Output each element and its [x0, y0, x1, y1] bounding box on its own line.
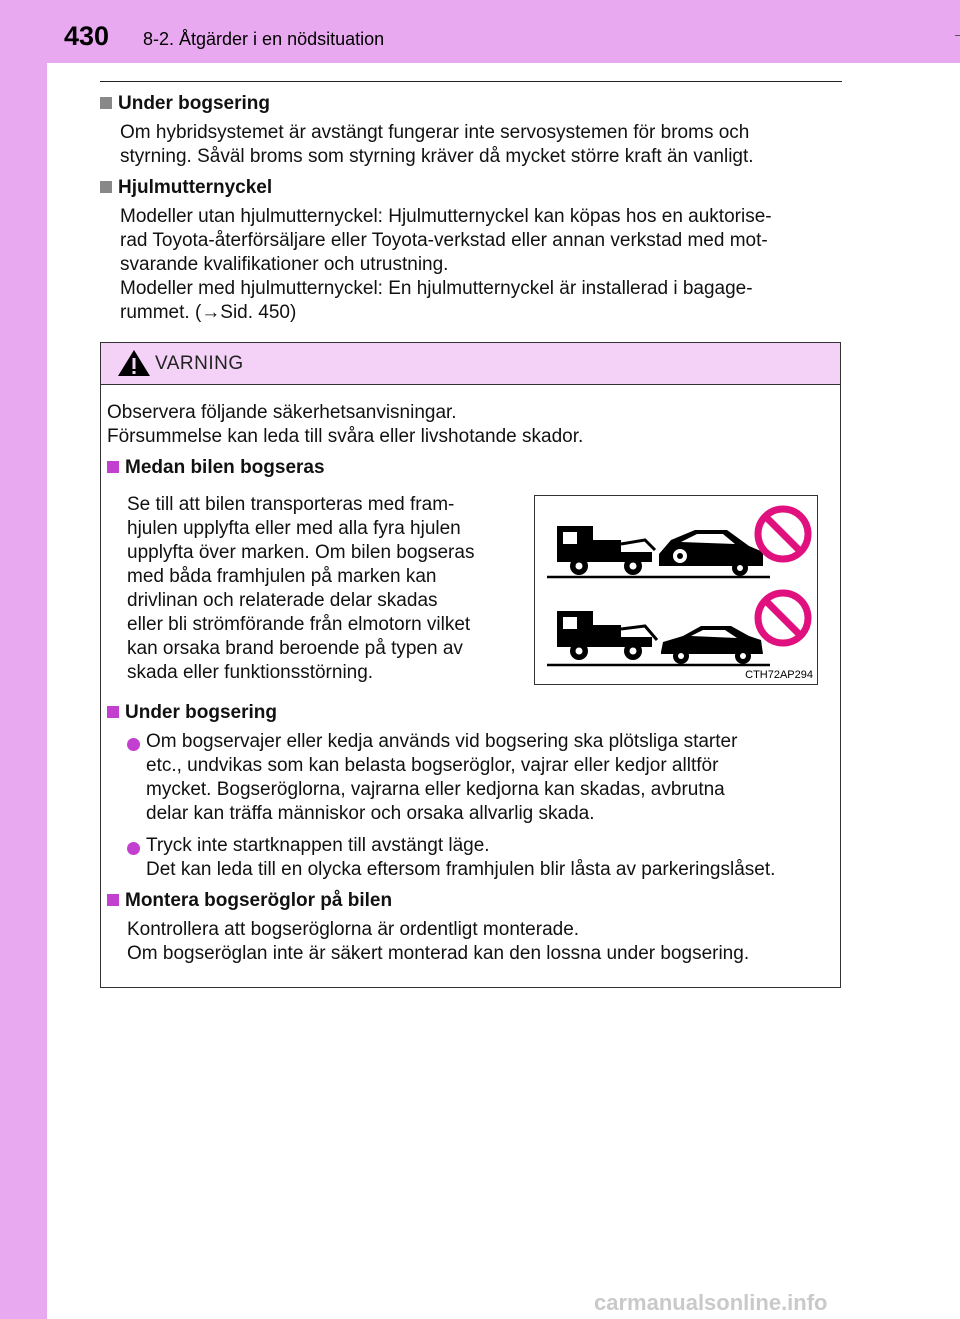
watermark: carmanualsonline.info	[594, 1290, 828, 1315]
heading-under-bogsering: Under bogsering	[100, 93, 270, 115]
square-bullet-icon	[107, 706, 119, 718]
figure-caption: CTH72AP294	[745, 669, 813, 681]
text-line: Tryck inte startknappen till avstängt läge.	[146, 835, 490, 856]
text-line: Modeller med hjulmutternyckel: En hjulmutternyckel är installerad i bagage-	[120, 278, 753, 299]
paragraph-under-bogsering	[120, 121, 836, 169]
paragraph-hjulmutternyckel	[120, 205, 836, 325]
towing-illustration	[534, 495, 818, 685]
text-line: Om bogservajer eller kedja används vid bogsering ska plötsliga starter	[146, 731, 738, 752]
round-bullet-icon	[127, 842, 140, 855]
text-line: Om bogseröglan inte är säkert monterad kan den lossna under bogsering.	[127, 943, 750, 964]
text-line: kan orsaka brand beroende på typen av	[127, 638, 463, 659]
heading-hjulmutternyckel: Hjulmutternyckel	[100, 177, 272, 199]
text-line: Modeller utan hjulmutternyckel: Hjulmutternyckel kan köpas hos en auktorise-	[120, 206, 772, 227]
text-line: eller bli strömförande från elmotorn vilket	[127, 614, 471, 635]
tow-truck-illustration	[535, 496, 817, 684]
square-bullet-icon	[100, 97, 112, 109]
text-line: drivlinan och relaterade delar skadas	[127, 590, 438, 611]
heading-montera-bogseroglor: Montera bogseröglor på bilen	[107, 890, 392, 912]
paragraph-montera-bogseroglor	[127, 918, 835, 966]
text-line: Kontrollera att bogseröglorna är ordentligt monterade.	[127, 919, 580, 940]
heading-warning-under-bogsering: Under bogsering	[107, 702, 277, 724]
text-line: mycket. Bogseröglorna, vajrarna eller kedjorna kan skadas, avbrutna	[146, 779, 725, 800]
warning-header	[101, 343, 840, 385]
text-line: svarande kvalifikationer och utrustning.	[120, 254, 449, 275]
header-rule	[100, 81, 842, 82]
text-line: upplyfta över marken. Om bilen bogseras	[127, 542, 475, 563]
round-bullet-icon	[127, 738, 140, 751]
tow-truck-wheels-on-ground	[547, 611, 770, 665]
paragraph-medan-bilen-bogseras	[127, 493, 509, 685]
crop-mark	[955, 35, 960, 36]
text-line: rad Toyota-återförsäljare eller Toyota-verkstad eller annan verkstad med mot-	[120, 230, 768, 251]
text-line: hjulen upplyfta eller med alla fyra hjulen	[127, 518, 461, 539]
text-line: Försummelse kan leda till svåra eller livshotande skador.	[107, 426, 584, 447]
prohibited-icon	[758, 509, 808, 559]
section-title: 8-2. Åtgärder i en nödsituation	[143, 29, 385, 49]
warning-triangle-icon	[117, 348, 151, 378]
tow-truck-front-lifted	[547, 526, 770, 577]
text-line: delar kan träffa människor och orsaka allvarlig skada.	[146, 803, 595, 824]
text-line: styrning. Såväl broms som styrning kräver då mycket större kraft än vanligt.	[120, 146, 754, 167]
heading-medan-bilen-bogseras: Medan bilen bogseras	[107, 457, 325, 479]
warning-intro	[107, 401, 837, 449]
text-line: skada eller funktionsstörning.	[127, 662, 374, 683]
warning-title: VARNING	[155, 353, 244, 374]
prohibited-icon	[758, 593, 808, 643]
bullet-item-bogservajer	[127, 730, 835, 826]
bullet-item-startknappen	[127, 834, 835, 882]
square-bullet-icon	[100, 181, 112, 193]
page-number: 430	[64, 21, 110, 51]
text-line: Observera följande säkerhetsanvisningar.	[107, 402, 457, 423]
square-bullet-icon	[107, 461, 119, 473]
text-line: med båda framhjulen på marken kan	[127, 566, 437, 587]
text-line: Det kan leda till en olycka eftersom framhjulen blir låsta av parkeringslåset.	[146, 859, 776, 880]
text-line: Se till att bilen transporteras med fram-	[127, 494, 455, 515]
page-reference-link[interactable]: rummet. (→Sid. 450)	[120, 302, 297, 323]
text-line: etc., undvikas som kan belasta bogseröglor, vajrar eller kedjor alltför	[146, 755, 719, 776]
chapter-sidebar	[0, 0, 47, 1319]
square-bullet-icon	[107, 894, 119, 906]
text-line: Om hybridsystemet är avstängt fungerar inte servosystemen för broms och	[120, 122, 750, 143]
